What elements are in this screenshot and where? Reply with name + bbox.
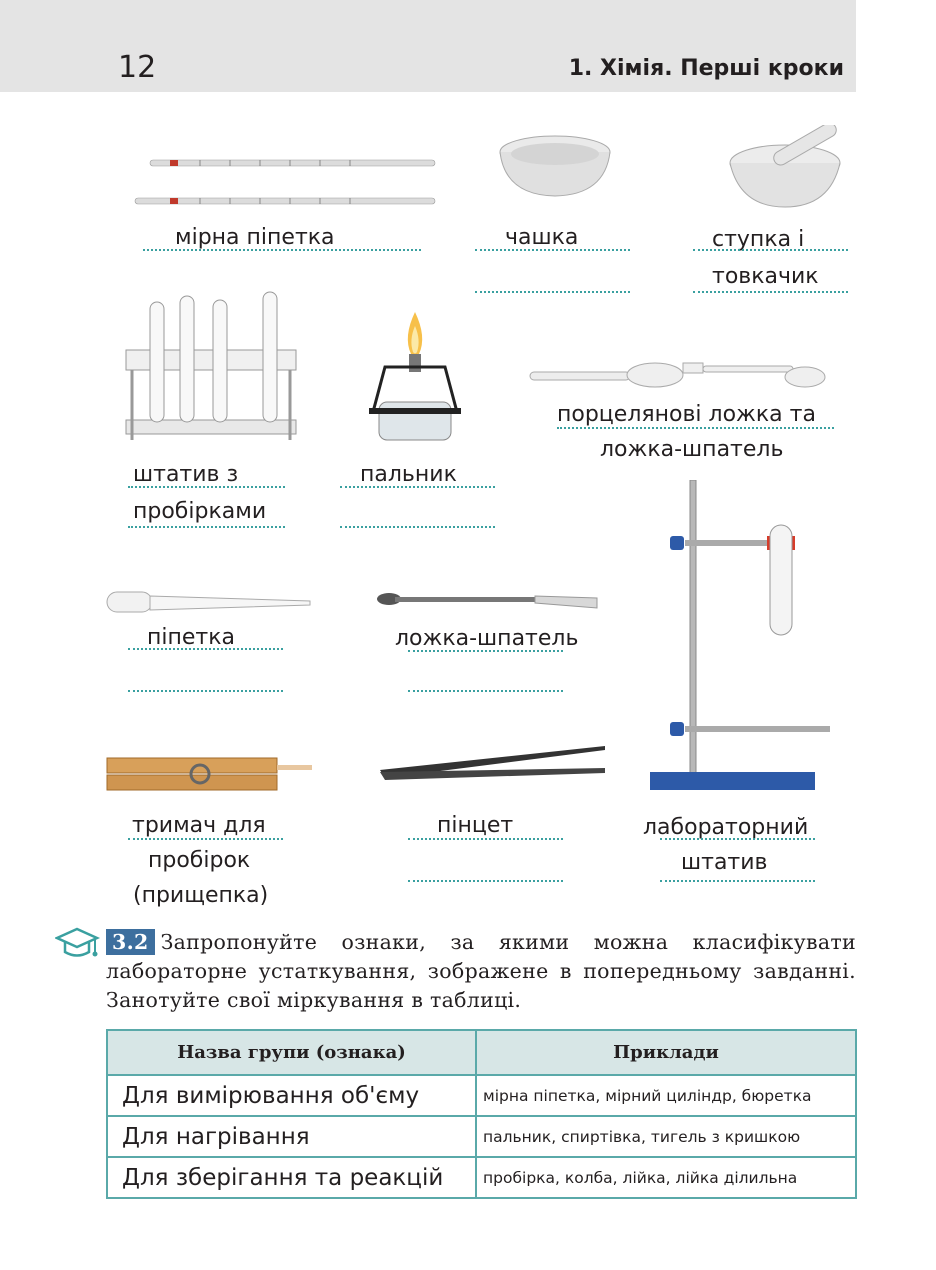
measuring-pipette-image <box>130 150 450 215</box>
label-burner: пальник <box>360 462 457 487</box>
answer-line <box>128 838 283 840</box>
answer-line <box>557 427 834 429</box>
page-number: 12 <box>118 50 157 85</box>
label-pipette: піпетка <box>147 625 235 650</box>
label-spoons-2: ложка-шпатель <box>600 437 784 462</box>
answer-line <box>128 648 283 650</box>
answer-line <box>143 249 421 251</box>
graduation-cap-icon <box>55 926 101 960</box>
label-rack-1: штатив з <box>133 462 239 487</box>
answer-line <box>408 690 563 692</box>
examples-cell: пробірка, колба, лійка, лійка ділильна <box>476 1157 856 1198</box>
label-rack-2: пробірками <box>133 499 267 524</box>
group-cell: Для вимірювання об'єму <box>107 1075 476 1116</box>
label-holder-1: тримач для <box>132 813 266 838</box>
porcelain-cup-image <box>495 130 615 200</box>
test-tube-rack-image <box>118 290 303 455</box>
answer-line <box>408 880 563 882</box>
table-row <box>107 1075 856 1116</box>
answer-line <box>408 650 563 652</box>
label-mortar-1: ступка і <box>712 227 805 252</box>
label-lab-stand-2: штатив <box>681 850 768 875</box>
table-row <box>107 1157 856 1198</box>
dropper-pipette-image <box>105 588 315 618</box>
answer-line <box>660 838 815 840</box>
answer-line <box>340 526 495 528</box>
label-holder-3: (прищепка) <box>133 883 269 908</box>
answer-line <box>693 291 848 293</box>
header-examples: Приклади <box>476 1030 856 1075</box>
chapter-title: 1. Хімія. Перші кроки <box>568 56 844 81</box>
task-description: Запропонуйте ознаки, за якими можна класифікувати лабораторне устаткування, зображене в попередньому завданні. Занотуйте свої міркування в таблиці. <box>106 930 856 1012</box>
answer-line <box>660 880 815 882</box>
label-spatula: ложка-шпатель <box>395 626 579 651</box>
spatula-image <box>375 590 600 614</box>
table-header-row <box>107 1030 856 1075</box>
answer-line <box>128 526 285 528</box>
page-header <box>0 0 856 92</box>
answer-line <box>693 249 848 251</box>
header-group: Назва групи (ознака) <box>107 1030 476 1075</box>
label-lab-stand-1: лабораторний <box>643 815 809 840</box>
answer-line <box>475 291 630 293</box>
test-tube-holder-image <box>105 750 315 795</box>
answer-line <box>340 486 495 488</box>
label-measuring-pipette: мірна піпетка <box>175 225 335 250</box>
task-number: 3.2 <box>106 929 155 955</box>
group-cell: Для зберігання та реакцій <box>107 1157 476 1198</box>
table-row <box>107 1116 856 1157</box>
examples-cell: пальник, спиртівка, тигель з кришкою <box>476 1116 856 1157</box>
laboratory-stand-image <box>645 480 840 795</box>
answer-line <box>128 690 283 692</box>
mortar-pestle-image <box>725 125 850 210</box>
answer-line <box>475 249 630 251</box>
spirit-burner-image <box>365 312 465 447</box>
label-holder-2: пробірок <box>148 848 251 873</box>
tweezers-image <box>375 740 610 785</box>
label-spoons-1: порцелянові ложка та <box>557 402 816 427</box>
answer-line <box>128 486 285 488</box>
examples-cell: мірна піпетка, мірний циліндр, бюретка <box>476 1075 856 1116</box>
label-mortar-2: товкачик <box>712 264 819 289</box>
classification-table <box>106 1029 857 1199</box>
answer-line <box>408 838 563 840</box>
group-cell: Для нагрівання <box>107 1116 476 1157</box>
task-text <box>106 928 856 1015</box>
label-cup: чашка <box>505 225 579 250</box>
label-tweezers: пінцет <box>437 813 514 838</box>
porcelain-spoons-image <box>525 355 830 395</box>
